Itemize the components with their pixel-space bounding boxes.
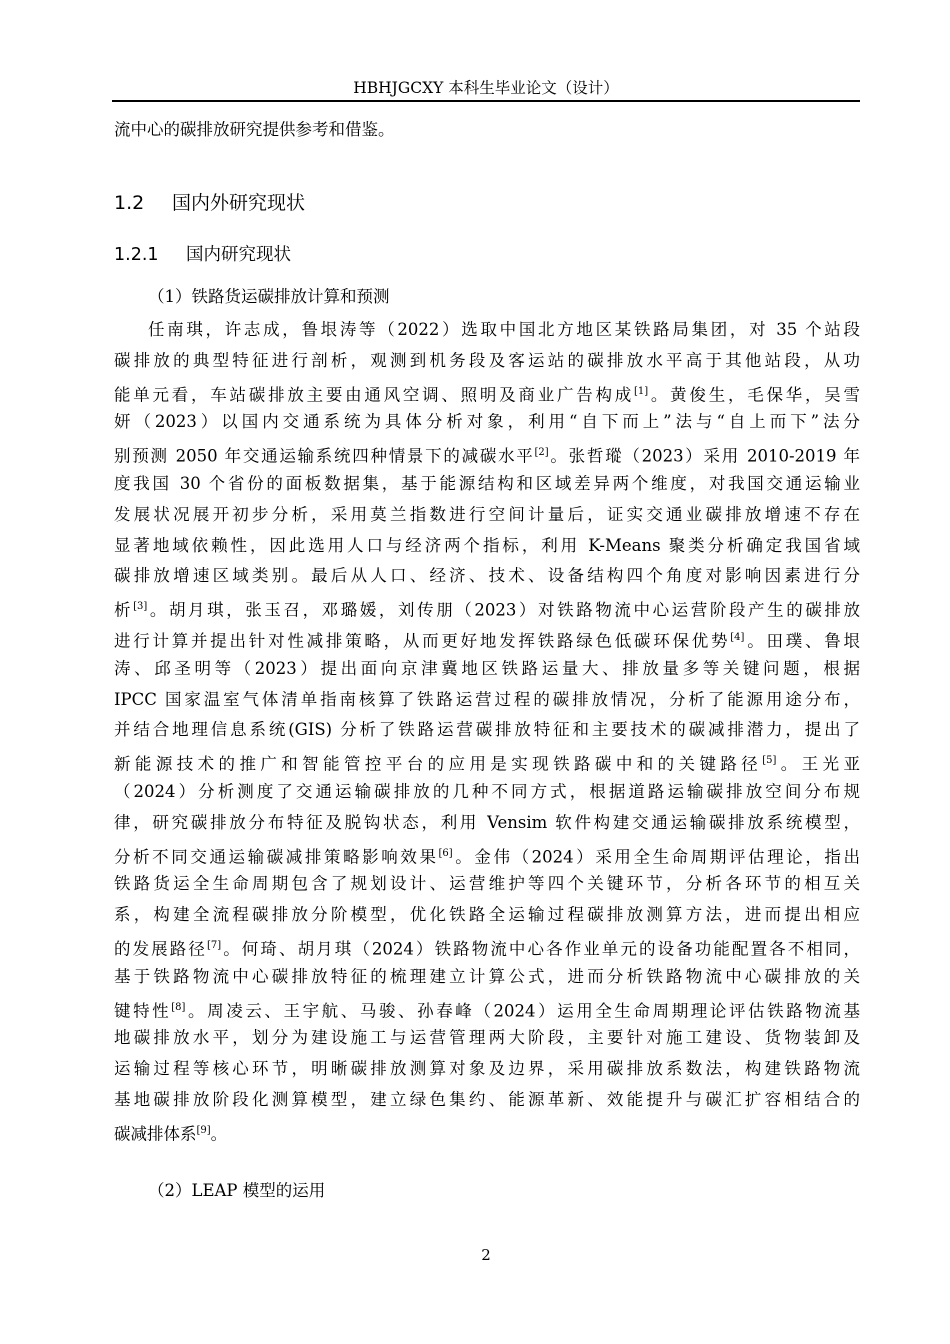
section-heading	[114, 190, 860, 216]
paragraph-line: 别预测 2050 年交通运输系统四种情景下的减碳水平[2]。张哲瑽（2023）采用 2010-2019 年	[114, 446, 860, 466]
paragraph-line: 碳排放增速区域类别。最后从人口、经济、技术、设备结构四个角度对影响因素进行分	[114, 566, 860, 586]
paragraph-line: 显著地域依赖性，因此选用人口与经济两个指标，利用 K-Means 聚类分析确定我国省域	[114, 535, 860, 555]
intro-line: 流中心的碳排放研究提供参考和借鉴。	[114, 120, 395, 139]
citation-marker: [4]	[730, 632, 745, 643]
paragraph-line: 任南琪，许志成，鲁垠涛等（2022）选取中国北方地区某铁路局集团，对 35 个站段	[148, 320, 860, 339]
paragraph-line: 发展状况展开初步分析，采用莫兰指数进行空间计量后，证实交通业碳排放增速不存在	[114, 504, 860, 524]
page-number: 2	[481, 1246, 491, 1264]
citation-marker: [7]	[206, 940, 222, 951]
paragraph-line: 碳排放的典型特征进行剖析，观测到机务段及客运站的碳排放水平高于其他站段，从功	[114, 350, 860, 370]
paragraph-line: 度我国 30 个省份的面板数据集，基于能源结构和区域差异两个维度，对我国交通运输业	[114, 474, 860, 493]
paragraph-line: （2024）分析测度了交通运输碳排放的几种不同方式，根据道路运输碳排放空间分布规	[114, 782, 860, 801]
citation-marker: [1]	[633, 385, 649, 397]
paragraph-line: 键特性[8]。周凌云、王宇航、马骏、孙春峰（2024）运用全生命周期理论评估铁路物流基	[114, 1001, 861, 1021]
subsection-heading	[114, 243, 860, 267]
section-number: 1.2	[114, 192, 145, 214]
paragraph-line: 新能源技术的推广和智能管控平台的应用是实现铁路碳中和的关键路径[5]。王光亚	[114, 754, 861, 774]
paragraph-line: 能单元看，车站碳排放主要由通风空调、照明及商业广告构成[1]。黄俊生，毛保华，吴雪	[114, 385, 861, 405]
citation-marker: [8]	[171, 1001, 186, 1013]
paragraph-line: 地碳排放水平，划分为建设施工与运营管理两大阶段，主要针对施工建设、货物装卸及	[114, 1028, 860, 1048]
paragraph-line: 进行计算并提出针对性减排策略，从而更好地发挥铁路绿色低碳环保优势[4]。田璞、鲁垠	[114, 631, 861, 651]
paragraph-line: 并结合地理信息系统(GIS) 分析了铁路运营碳排放特征和主要技术的碳减排潜力，提出了	[114, 720, 860, 740]
paragraph-line: 基于铁路物流中心碳排放特征的梳理建立计算公式，进而分析铁路物流中心碳排放的关	[114, 966, 860, 986]
paragraph-line: 的发展路径[7]。何琦、胡月琪（2024）铁路物流中心各作业单元的设备功能配置各不相同，	[114, 939, 861, 959]
item2-heading: （2）LEAP 模型的运用	[148, 1181, 326, 1200]
page-header: HBHJGCXY 本科生毕业论文（设计）	[353, 79, 619, 97]
paragraph-line: 运输过程等核心环节，明晰碳排放测算对象及边界，采用碳排放系数法，构建铁路物流	[114, 1059, 860, 1079]
paragraph-line: 析[3]。胡月琪，张玉召，邓璐媛，刘传朋（2023）对铁路物流中心运营阶段产生的碳排放	[114, 600, 860, 620]
subsection-number: 1.2.1	[114, 245, 159, 265]
paragraph-line: 铁路货运全生命周期包含了规划设计、运营维护等四个关键环节，分析各环节的相互关	[114, 874, 860, 894]
paragraph-line: 律，研究碳排放分布特征及脱钩状态，利用 Vensim 软件构建交通运输碳排放系统模型，	[114, 812, 860, 832]
paragraph-line: 妍（2023）以国内交通系统为具体分析对象，利用“自下而上”法与“自上而下”法分	[114, 412, 860, 432]
citation-marker: [9]	[196, 1124, 211, 1136]
subsection-title: 国内研究现状	[186, 245, 291, 265]
header-rule	[112, 100, 860, 102]
section-title: 国内外研究现状	[172, 192, 306, 214]
citation-marker: [3]	[133, 601, 148, 613]
item1-heading: （1）铁路货运碳排放计算和预测	[148, 287, 390, 306]
paragraph-line: 系，构建全流程碳排放分阶模型，优化铁路全运输过程碳排放测算方法，进而提出相应	[114, 905, 860, 925]
paragraph-line: 涛、邱圣明等（2023）提出面向京津冀地区铁路运量大、排放量多等关键问题，根据	[114, 658, 860, 678]
paragraph-line: 碳减排体系[9]。	[114, 1124, 228, 1144]
citation-marker: [2]	[534, 447, 549, 459]
paragraph-line: IPCC 国家温室气体清单指南核算了铁路运营过程的碳排放情况，分析了能源用途分布，	[114, 689, 860, 709]
paragraph-line: 基地碳排放阶段化测算模型，建立绿色集约、能源革新、效能提升与碳汇扩容相结合的	[114, 1090, 860, 1109]
citation-marker: [5]	[762, 755, 777, 767]
paragraph-line: 分析不同交通运输碳减排策略影响效果[6]。金伟（2024）采用全生命周期评估理论，指出	[114, 847, 860, 867]
citation-marker: [6]	[438, 847, 453, 859]
